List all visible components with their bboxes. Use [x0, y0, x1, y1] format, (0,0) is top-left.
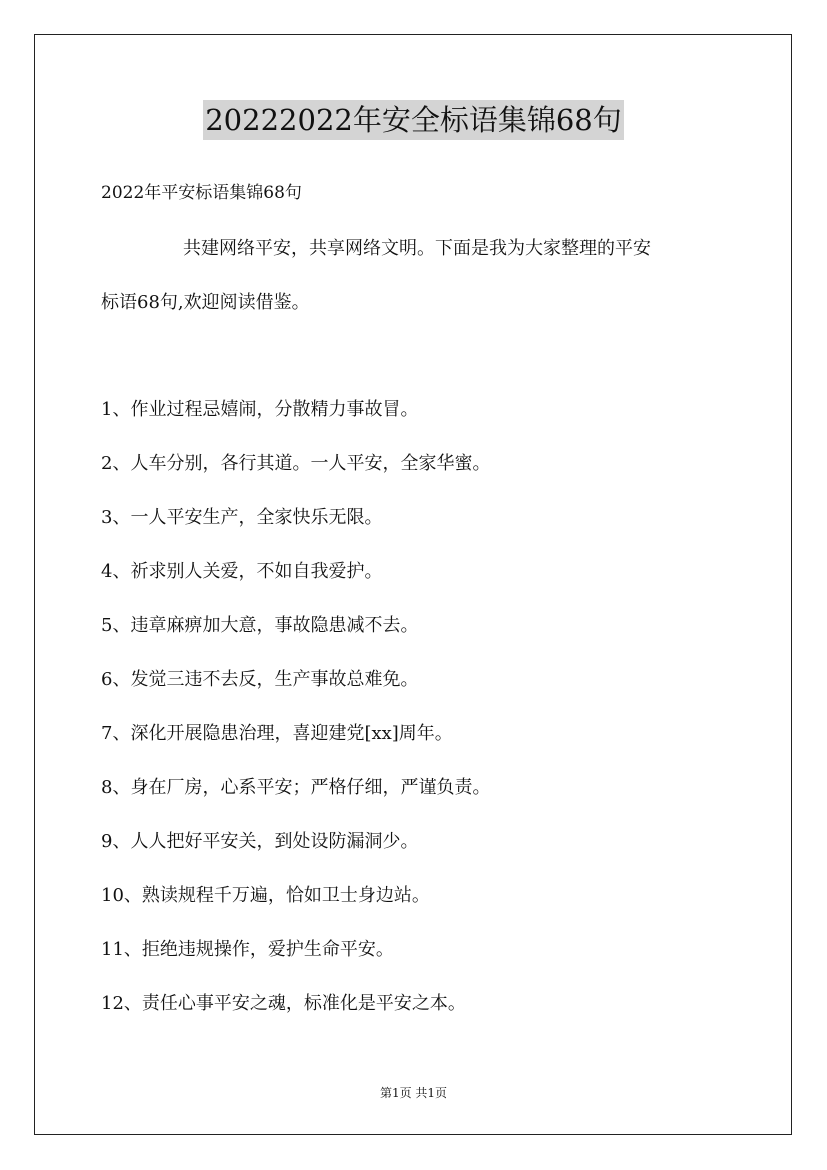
slogan-item: 12、责任心事平安之魂，标准化是平安之本。	[101, 993, 466, 1014]
slogan-list	[101, 396, 741, 1044]
slogan-item: 11、拒绝违规操作，爱护生命平安。	[101, 939, 394, 960]
slogan-item: 8、身在厂房，心系平安；严格仔细，严谨负责。	[101, 777, 491, 798]
slogan-item: 6、发觉三违不去反，生产事故总难免。	[101, 669, 419, 690]
page-footer: 第1页 共1页	[379, 1086, 448, 1100]
slogan-item: 2、人车分别，各行其道。一人平安，全家华蜜。	[101, 453, 491, 474]
document-subtitle: 2022年平安标语集锦68句	[101, 183, 302, 203]
slogan-item: 9、人人把好平安关，到处设防漏洞少。	[101, 831, 419, 852]
slogan-item: 5、违章麻痹加大意，事故隐患减不去。	[101, 615, 419, 636]
intro-line-2: 标语68句,欢迎阅读借鉴。	[101, 292, 310, 313]
intro-paragraph	[101, 234, 731, 318]
title-container	[0, 100, 827, 140]
slogan-item: 7、深化开展隐患治理，喜迎建党[xx]周年。	[101, 723, 453, 744]
slogan-item: 4、祈求别人关爱，不如自我爱护。	[101, 561, 383, 582]
slogan-item: 10、熟读规程千万遍，恰如卫士身边站。	[101, 885, 430, 906]
slogan-item: 3、一人平安生产，全家快乐无限。	[101, 507, 383, 528]
document-title: 20222022年安全标语集锦68句	[203, 100, 624, 140]
intro-line-1: 共建网络平安，共享网络文明。下面是我为大家整理的平安	[183, 238, 651, 259]
slogan-item: 1、作业过程忌嬉闹，分散精力事故冒。	[101, 399, 419, 420]
